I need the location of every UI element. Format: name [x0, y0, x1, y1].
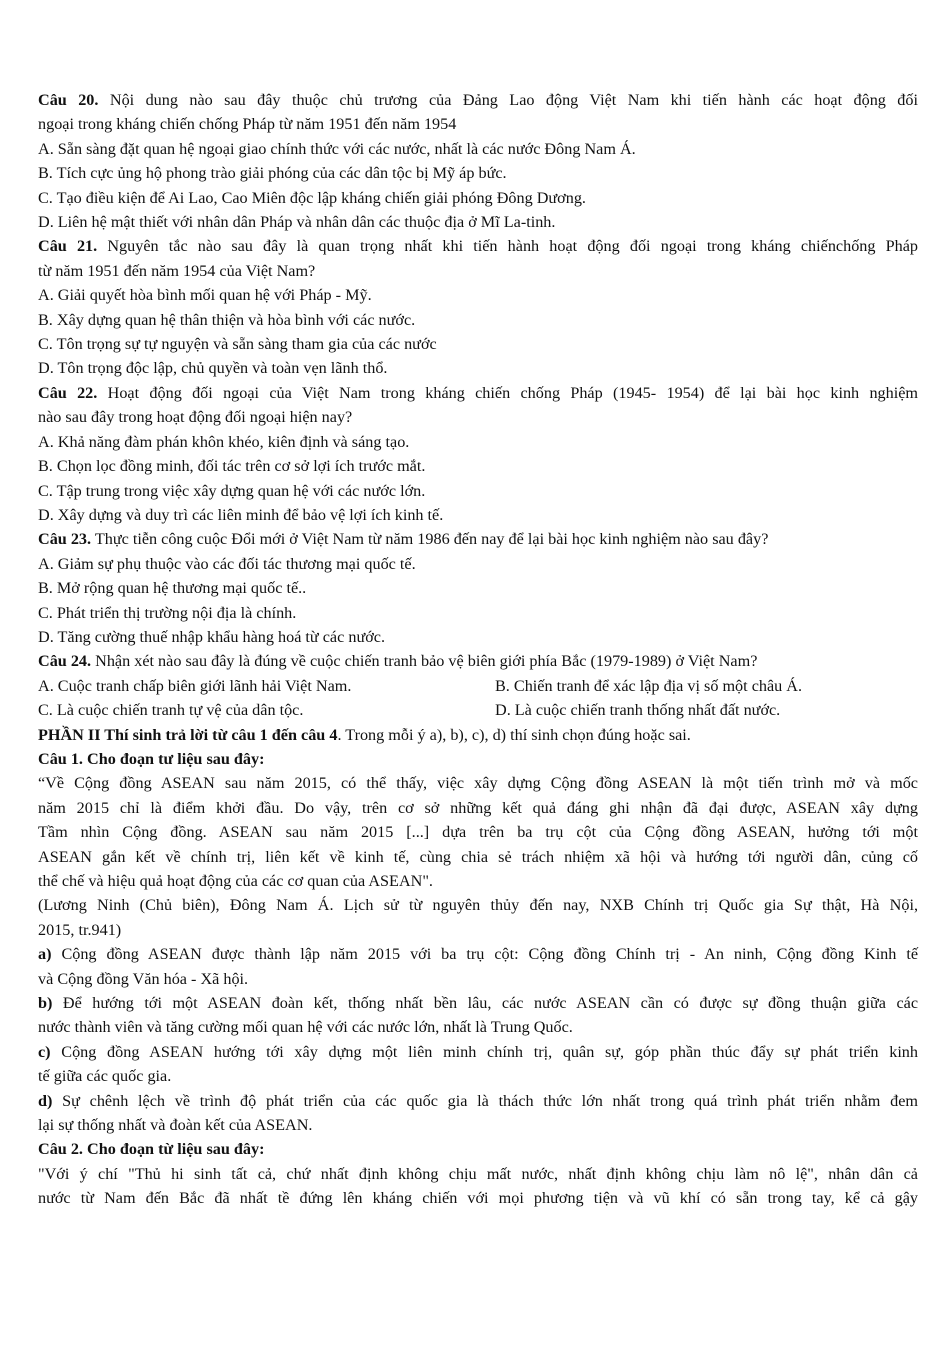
question-22	[38, 381, 918, 527]
quote-line: Tầm nhìn Cộng đồng. ASEAN sau năm 2015 [...] dựa trên ba trụ cột của Cộng đồng ASEAN, hưởng tới một	[38, 823, 918, 842]
question-number: Câu 22.	[38, 383, 98, 402]
option-a: A. Sẵn sàng đặt quan hệ ngoại giao chính thức với các nước, nhất là các nước Đông Nam Á.	[38, 139, 636, 158]
option-b: B. Xây dựng quan hệ thân thiện và hòa bình với các nước.	[38, 310, 416, 329]
question-number: Câu 24.	[38, 652, 92, 671]
quote-line: “Về Cộng đồng ASEAN sau năm 2015, có thể thấy, việc xây dựng Cộng đồng ASEAN là một tiến trình mở và mốc	[38, 774, 918, 793]
option-d: D. Tăng cường thuế nhập khẩu hàng hoá từ các nước.	[38, 627, 386, 646]
question-23	[38, 527, 918, 649]
quote-line: năm 2015 chỉ là điểm khởi đầu. Do vậy, trên cơ sở những kết quả đáng ghi nhận đã đại được, ASEAN xây dựng	[38, 798, 918, 817]
question-21	[38, 234, 918, 380]
option-d: D. Liên hệ mật thiết với nhân dân Pháp và nhân dân các thuộc địa ở Mĩ La-tinh.	[38, 213, 556, 232]
question-number: Câu 23.	[38, 530, 92, 549]
question-number: Câu 21.	[38, 237, 98, 256]
question-stem: Câu 23. Thực tiễn công cuộc Đổi mới ở Việt Nam từ năm 1986 đến nay để lại bài học kinh nghiệm nào sau đây?	[38, 530, 769, 549]
statement-b: b) Để hướng tới một ASEAN đoàn kết, thống nhất bền lâu, các nước ASEAN cần có được sự đồng thuận giữa các	[38, 994, 918, 1013]
quote-line: nước từ Nam đến Bắc đã nhất tề đứng lên kháng chiến với mọi phương tiện và vũ khí có sẵn trong tay, kể cả gậy	[38, 1189, 918, 1208]
options-row-1	[38, 674, 918, 698]
statement-c-cont: tế giữa các quốc gia.	[38, 1067, 172, 1086]
option-a: A. Khả năng đàm phán khôn khéo, kiên định và sáng tạo.	[38, 432, 410, 451]
part2-question-2	[38, 1137, 918, 1210]
option-d: D. Là cuộc chiến tranh thống nhất đất nước.	[495, 701, 781, 720]
statement-d: d) Sự chênh lệch về trình độ phát triển của các quốc gia là thách thức lớn nhất trong quá trình phát triển nhằm đem	[38, 1091, 918, 1110]
option-d: D. Xây dựng và duy trì các liên minh để bảo vệ lợi ích kinh tế.	[38, 505, 444, 524]
source-line: (Lương Ninh (Chủ biên), Đông Nam Á. Lịch sử từ nguyên thủy đến nay, NXB Chính trị Quốc gia Sự thật, Hà Nội,	[38, 896, 918, 915]
question-24	[38, 649, 918, 722]
question-stem-cont: từ năm 1951 đến năm 1954 của Việt Nam?	[38, 261, 316, 280]
option-b: B. Tích cực ủng hộ phong trào giải phóng của các dân tộc bị Mỹ áp bức.	[38, 164, 507, 183]
option-a: A. Cuộc tranh chấp biên giới lãnh hải Việt Nam.	[38, 676, 352, 695]
options-row-2	[38, 698, 918, 722]
quote-line: ASEAN gắn kết về chính trị, liên kết về kinh tế, cùng chia sẻ trách nhiệm xã hội và hướng tới người dân, củng cố	[38, 847, 918, 866]
source-line: 2015, tr.941)	[38, 920, 122, 939]
option-c: C. Tạo điều kiện để Ai Lao, Cao Miên độc lập kháng chiến giải phóng Đông Dương.	[38, 188, 586, 207]
question-stem-cont: ngoại trong kháng chiến chống Pháp từ năm 1951 đến năm 1954	[38, 115, 457, 134]
option-d: D. Tôn trọng độc lập, chủ quyền và toàn vẹn lãnh thổ.	[38, 359, 388, 378]
question-stem-cont: nào sau đây trong hoạt động đối ngoại hiện nay?	[38, 408, 353, 427]
question-stem: Câu 22. Hoạt động đối ngoại của Việt Nam trong kháng chiến chống Pháp (1945- 1954) để lại bài học kinh nghiệm	[38, 383, 918, 402]
statement-a: a) Cộng đồng ASEAN được thành lập năm 2015 với ba trụ cột: Cộng đồng Chính trị - An ninh, Cộng đồng Kinh tế	[38, 945, 918, 964]
question-stem: Câu 21. Nguyên tắc nào sau đây là quan trọng nhất khi tiến hành hoạt động đối ngoại trong kháng chiếnchống Pháp	[38, 237, 919, 256]
statement-b-cont: nước thành viên và tăng cường mối quan hệ với các nước lớn, nhất là Trung Quốc.	[38, 1018, 573, 1037]
question-stem: Câu 24. Nhận xét nào sau đây là đúng về cuộc chiến tranh bảo vệ biên giới phía Bắc (1979-1989) ở Việt Nam?	[38, 652, 758, 671]
document-page	[38, 88, 918, 1211]
quote-line: thể chế và hiệu quả hoạt động của các cơ quan của ASEAN".	[38, 872, 433, 890]
statement-d-cont: lại sự thống nhất và đoàn kết của ASEAN.	[38, 1116, 313, 1135]
option-a: A. Giải quyết hòa bình mối quan hệ với Pháp - Mỹ.	[38, 286, 372, 305]
part2-question-1	[38, 747, 918, 1138]
question-stem: Câu 20. Nội dung nào sau đây thuộc chủ trương của Đảng Lao động Việt Nam khi tiến hành các hoạt động đối	[38, 91, 918, 109]
question-heading: Câu 2. Cho đoạn từ liệu sau đây:	[38, 1140, 265, 1159]
option-b: B. Mở rộng quan hệ thương mại quốc tế..	[38, 579, 307, 598]
question-number: Câu 20.	[38, 91, 99, 109]
quote-line: "Với ý chí "Thủ hi sinh tất cả, chứ nhất định không chịu mất nước, nhất định không chịu làm nô lệ", nhân dân cả	[38, 1164, 918, 1183]
question-20	[38, 88, 918, 234]
option-c: C. Tập trung trong việc xây dựng quan hệ với các nước lớn.	[38, 481, 426, 500]
option-c: C. Tôn trọng sự tự nguyện và sẵn sàng tham gia của các nước	[38, 335, 437, 354]
statement-c: c) Cộng đồng ASEAN hướng tới xây dựng một liên minh chính trị, quân sự, góp phần thúc đẩy sự phát triển kinh	[38, 1042, 918, 1061]
question-heading: Câu 1. Cho đoạn tư liệu sau đây:	[38, 749, 265, 768]
statement-a-cont: và Cộng đồng Văn hóa - Xã hội.	[38, 969, 249, 988]
part2-heading: PHẦN II Thí sinh trả lời từ câu 1 đến câu 4. Trong mỗi ý a), b), c), d) thí sinh chọn đúng hoặc sai.	[38, 725, 691, 744]
option-c: C. Phát triển thị trường nội địa là chính.	[38, 603, 297, 622]
option-b: B. Chiến tranh để xác lập địa vị số một châu Á.	[495, 676, 803, 695]
option-b: B. Chọn lọc đồng minh, đối tác trên cơ sở lợi ích trước mắt.	[38, 457, 426, 476]
option-a: A. Giảm sự phụ thuộc vào các đối tác thương mại quốc tế.	[38, 554, 416, 573]
option-c: C. Là cuộc chiến tranh tự vệ của dân tộc.	[38, 701, 304, 720]
